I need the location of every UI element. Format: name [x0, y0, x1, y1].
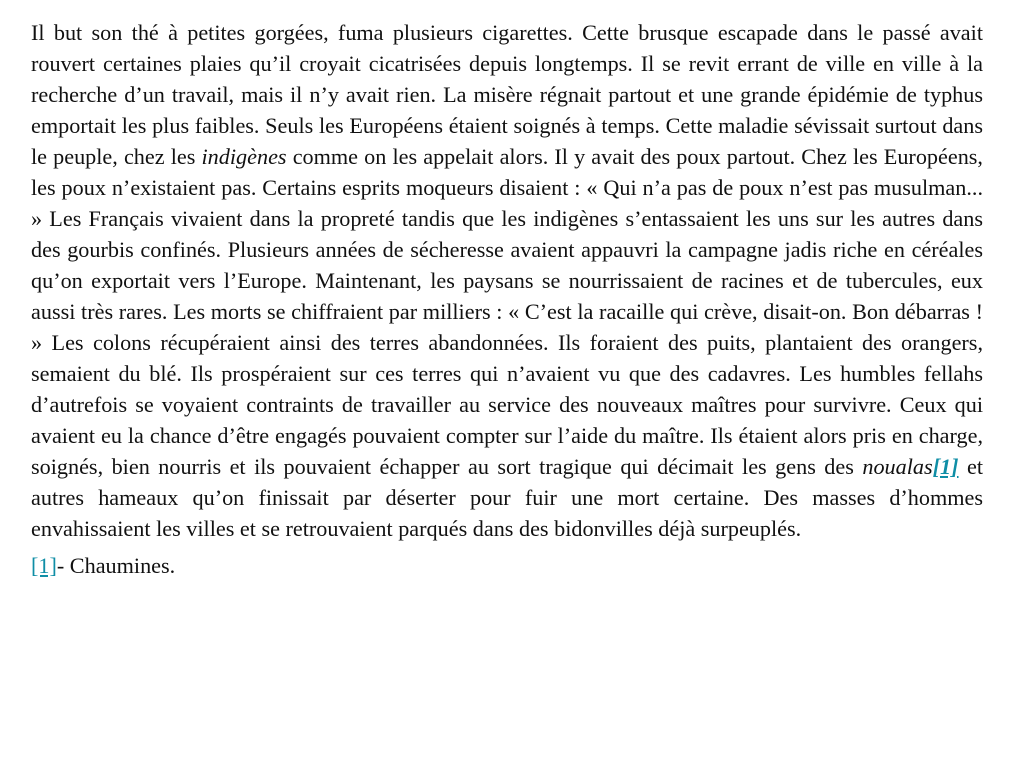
paragraph-text-2: comme on les appelait alors. Il y avait des poux partout. Chez les Européens, les poux n’existaient pas. Certains esprits moqueurs disaient : « Qui n’a pas de poux n’est pas musulman... » Les Français vivaient dans la propreté tandis que les indigènes s’entassaient les uns sur les autres dans des gourbis confinés. Plusieurs années de sécheresse avaient appauvri la campagne jadis riche en céréales qu’on exportait vers l’Europe. Maintenant, les paysans se nourrissaient de racines et de tubercules, eux aussi très rares. Les morts se chiffraient par milliers : « C’est la racaille qui crève, disait-on. Bon débarras ! » Les colons récupéraient ainsi des terres abandonnées. Ils foraient des puits, plantaient des orangers, semaient du blé. Ils prospéraient sur ces terres qui n’avaient vu que des cadavres. Les humbles fellahs d’autrefois se voyaient contraints de travailler au service des nouveaux maîtres pour survivre. Ceux qui avaient eu la chance d’être engagés pouvaient compter sur l’aide du maître. Ils étaient alors pris en charge, soignés, bien nourris et ils pouvaient échapper au sort tragique qui décimait les gens des	[31, 144, 983, 479]
footnote-text: - Chaumines.	[56, 553, 176, 578]
footnote-reference-link[interactable]: [1]	[932, 454, 959, 479]
paragraph-text-1: Il but son thé à petites gorgées, fuma plusieurs cigarettes. Cette brusque escapade dans le passé avait rouvert certaines plaies qu’il croyait cicatrisées depuis longtemps. Il se revit errant de ville en ville à la recherche d’un travail, mais il n’y avait rien. La misère régnait partout et une grande épidémie de typhus emportait les plus faibles. Seuls les Européens étaient soignés à temps. Cette maladie sévissait surtout dans le peuple, chez les	[31, 20, 983, 169]
italic-word-noualas: noualas	[862, 454, 933, 479]
document-page	[31, 17, 983, 581]
footnote-backlink[interactable]: [1]	[31, 553, 57, 578]
paragraph-text-3: et autres hameaux qu’on finissait par déserter pour fuir une mort certaine. Des masses d’hommes envahissaient les villes et se retrouvaient parqués dans des bidonvilles déjà surpeuplés.	[31, 454, 984, 541]
italic-word-indigenes: indigènes	[201, 144, 287, 169]
body-paragraph	[31, 17, 983, 544]
footnote	[31, 550, 983, 581]
